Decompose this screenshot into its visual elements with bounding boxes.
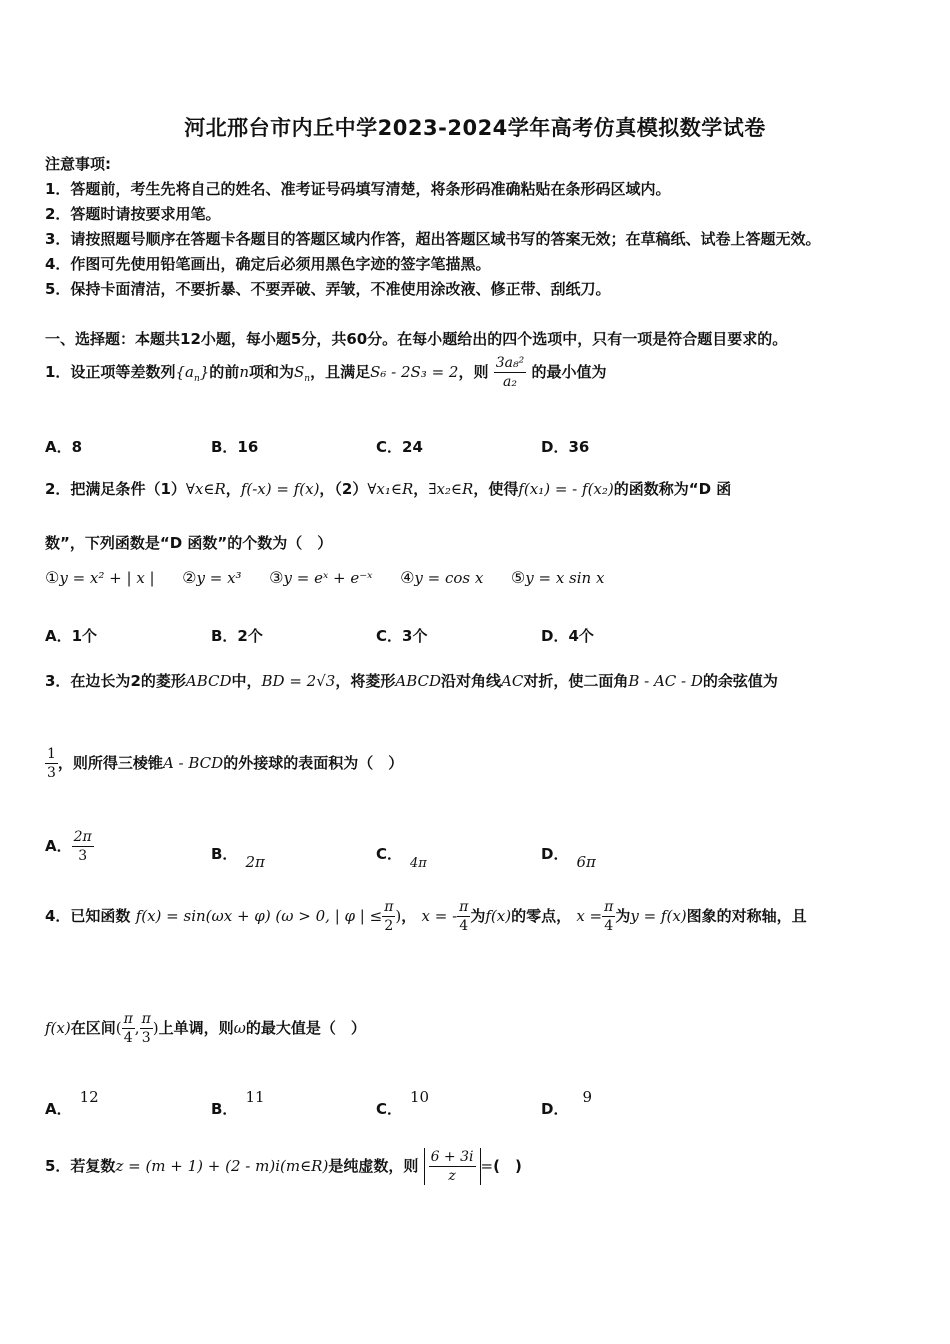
question-2-stem-cont: 数”，下列函数是“D 函数”的个数为（ ）: [45, 534, 333, 552]
q3-option-b[interactable]: B． 2π: [211, 845, 265, 871]
q1-seq: $\{a_n\}$: [175, 363, 210, 384]
notice-heading: 注意事项:: [45, 155, 111, 173]
question-4-stem: 4．已知函数 f(x) = sin(ωx + φ) (ω > 0, | φ | ≤ $\frac{\pi}{2}$ )， x = - $\frac{\pi}{4}$ 为f(x)的零点， x = $\frac{\pi}{4}$ 为y = f(x)图象的对称轴，且: [45, 899, 807, 934]
q3-fraction: $\frac{1}{3}$: [47, 746, 56, 781]
q2-option-b[interactable]: B．2个: [211, 627, 263, 645]
question-3-stem-cont: $\frac{1}{3}$ ，则所得三棱锥A - BCD的外接球的表面积为（ ）: [47, 746, 404, 781]
question-2-stem: 2．把满足条件（1）∀x∈R，f(-x) = f(x)，（2）∀x₁∈R，∃x₂∈R，使得f(x₁) = - f(x₂)的函数称为“D 函: [45, 480, 732, 498]
q4-option-a[interactable]: A．12: [45, 1088, 99, 1118]
q2-option-a[interactable]: A．1个: [45, 627, 98, 645]
q1-option-a[interactable]: A．8: [45, 438, 83, 456]
q1-option-d[interactable]: D．36: [541, 438, 590, 456]
q1-condition: S₆ - 2S₃ = 2: [370, 363, 459, 381]
notice-item-1: 1．答题前，考生先将自己的姓名、准考证号码填写清楚，将条形码准确粘贴在条形码区域内。: [45, 180, 671, 198]
q1-sn: $S_n$: [294, 363, 311, 384]
q1-option-c[interactable]: C．24: [376, 438, 423, 456]
section-heading: 一、选择题：本题共12小题，每小题5分，共60分。在每小题给出的四个选项中，只有一项是符合题目要求的。: [45, 330, 788, 348]
question-3-stem: 3．在边长为2的菱形ABCD中，BD = 2√3，将菱形ABCD沿对角线AC对折，使二面角B - AC - D的余弦值为: [45, 672, 778, 690]
question-1-stem: 1．设正项等差数列$\{a_n\}$的前n项和为$S_n$，且满足S₆ - 2S₃ = 2，则 $\frac{\text{3a₈²}}{\text{a₂}}$ 的最小值为: [45, 355, 607, 390]
q4-option-c[interactable]: C．10: [376, 1088, 430, 1118]
q1-option-b[interactable]: B．16: [211, 438, 259, 456]
notice-item-2: 2．答题时请按要求用笔。: [45, 205, 221, 223]
notice-item-3: 3．请按照题号顺序在答题卡各题目的答题区域内作答，超出答题区域书写的答案无效；在草稿纸、试卷上答题无效。: [45, 230, 821, 248]
q2-function-list: ①y = x² + | x | ②y = x³ ③y = eˣ + e⁻ˣ ④y = cos x ⑤y = x sin x: [45, 568, 605, 587]
q1-fraction: $\frac{\text{3a₈²}}{\text{a₂}}$: [495, 355, 525, 390]
q2-option-d[interactable]: D．4个: [541, 627, 594, 645]
q3-option-d[interactable]: D． 6π: [541, 845, 596, 871]
exam-title: 河北邢台市内丘中学2023-2024学年高考仿真模拟数学试卷: [184, 116, 766, 140]
q1-n: n: [239, 363, 249, 381]
q4-option-b[interactable]: B．11: [211, 1088, 265, 1118]
q1-text: 1．设正项等差数列: [45, 363, 176, 381]
q3-option-a[interactable]: A． $\frac{2\pi}{3}$: [45, 829, 92, 864]
q2-option-c[interactable]: C．3个: [376, 627, 428, 645]
question-4-stem-cont: f(x)在区间( $\frac{\pi}{4}$ , $\frac{\pi}{3}$ )上单调，则ω的最大值是（ ）: [45, 1011, 366, 1046]
notice-item-4: 4．作图可先使用铅笔画出，确定后必须用黑色字迹的签字笔描黑。: [45, 255, 491, 273]
notice-item-5: 5．保持卡面清洁，不要折暴、不要弄破、弄皱，不准使用涂改液、修正带、刮纸刀。: [45, 280, 611, 298]
q4-option-d[interactable]: D．9: [541, 1088, 592, 1118]
q3-option-c[interactable]: C．4π: [376, 845, 427, 871]
question-5-stem: 5．若复数z = (m + 1) + (2 - m)i(m∈R)是纯虚数，则 $\frac{6 + 3i}{z}$ =( ): [45, 1149, 522, 1184]
q5-absolute-value: $\frac{6 + 3i}{z}$: [424, 1148, 481, 1185]
